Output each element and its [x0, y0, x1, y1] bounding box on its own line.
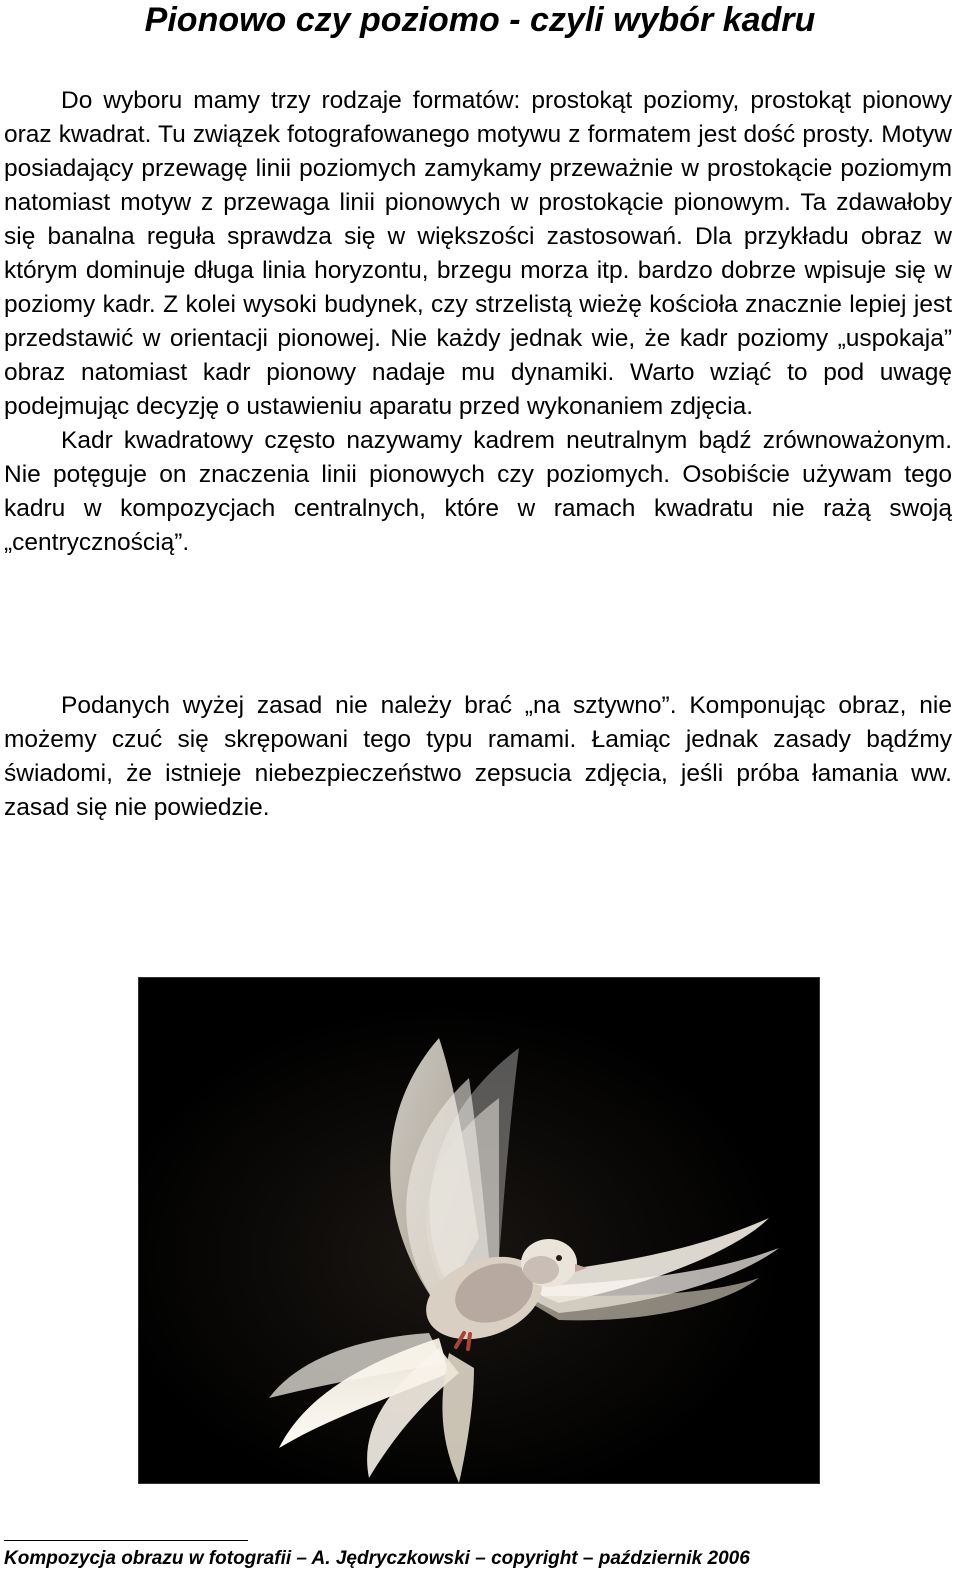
paragraph-rules: Podanych wyżej zasad nie należy brać „na sztywno”. Komponując obraz, nie możemy czuć się skrępowani tego typu ramami. Łamiąc jednak zasady bądźmy świadomi, że istnieje niebezpieczeństwo zepsucia zdjęcia, jeśli próba łamania ww. zasad się nie powiedzie.: [4, 692, 952, 821]
page-title: Pionowo czy poziomo - czyli wybór kadru: [144, 1, 816, 39]
footer-rule: [4, 1540, 248, 1541]
footer-copyright: Kompozycja obrazu w fotografii – A. Jędryczkowski – copyright – październik 2006: [4, 1548, 750, 1569]
body-text-bottom: [4, 689, 952, 825]
eye: [556, 1255, 562, 1261]
dove-photo: [138, 977, 820, 1484]
paragraph-square-frame: Kadr kwadratowy często nazywamy kadrem neutralnym bądź zrównoważonym. Nie potęguje on znaczenia linii pionowych czy poziomych. Osobiście używam tego kadru w kompozycjach centralnych, które w ramach kwadratu nie rażą swoją „centrycznością”.: [4, 427, 952, 556]
paragraph-formats: Do wyboru mamy trzy rodzaje formatów: prostokąt poziomy, prostokąt pionowy oraz kwadrat. Tu związek fotografowanego motywu z formatem jest dość prosty. Motyw posiadający przewagę linii poziomych zamykamy przeważnie w prostokącie poziomym natomiast motyw z przewaga linii pionowych w prostokącie pionowym. Ta zdawałoby się banalna reguła sprawdza się w większości zastosowań. Dla przykładu obraz w którym dominuje długa linia horyzontu, brzegu morza itp. bardzo dobrze wpisuje się w poziomy kadr. Z kolei wysoki budynek, czy strzelistą wieżę kościoła znacznie lepiej jest przedstawić w orientacji pionowej. Nie każdy jednak wie, że kadr poziomy „uspokaja” obraz natomiast kadr pionowy nadaje mu dynamiki. Warto wziąć to pod uwagę podejmując decyzję o ustawieniu aparatu przed wykonaniem zdjęcia.: [4, 87, 952, 420]
dove-illustration: [139, 978, 819, 1483]
body-text-top: [4, 84, 952, 560]
